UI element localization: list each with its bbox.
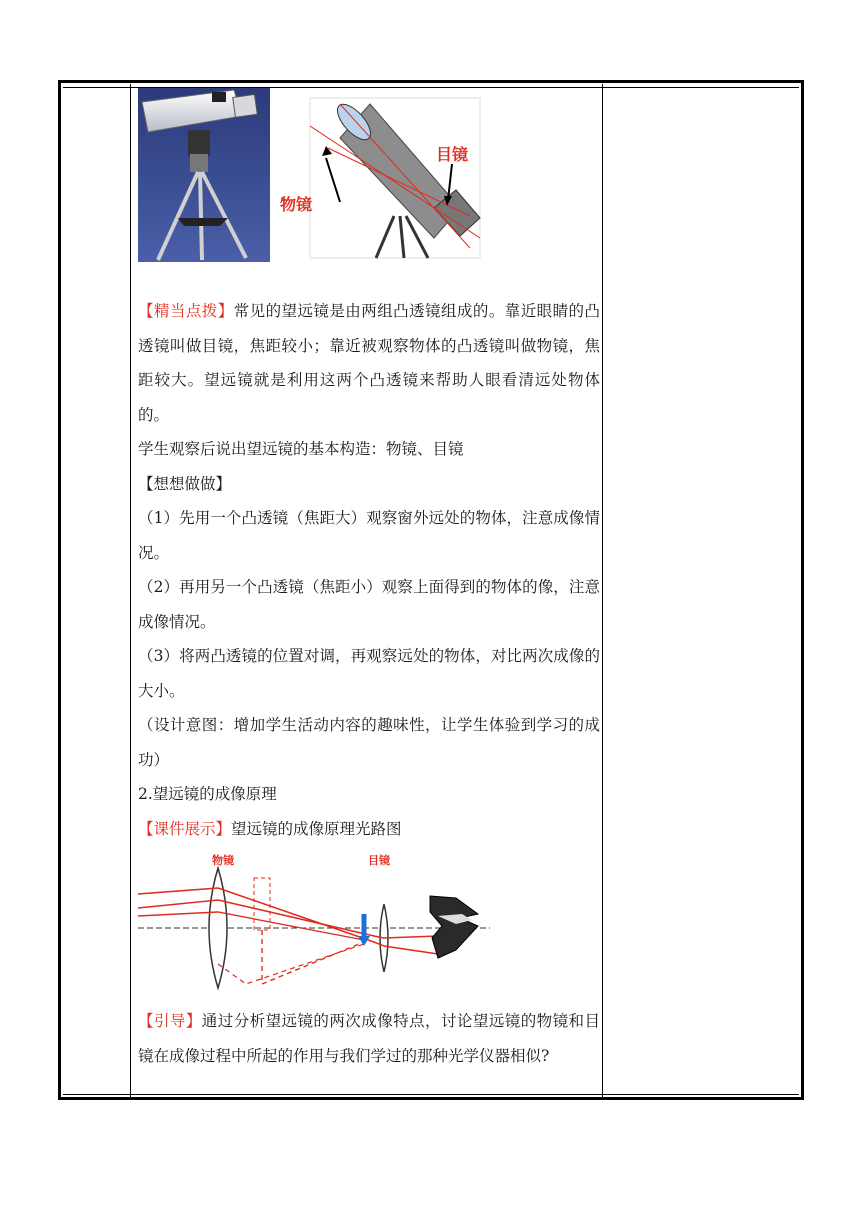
guidance-tag: 【精当点拨】 (138, 302, 234, 320)
telescope-figures (138, 84, 600, 294)
main-content-cell (138, 84, 600, 1073)
paragraph-guide (138, 1004, 600, 1073)
section-heading: 2.望远镜的成像原理 (138, 785, 277, 803)
optics-objective-label: 物镜 (212, 854, 234, 867)
courseware-tag: 【课件展示】 (138, 819, 232, 838)
optical-path-svg (138, 854, 490, 994)
paragraph-guidance (138, 294, 600, 432)
table-column-divider-2 (602, 84, 603, 1098)
paragraph-design-intent: （设计意图：增加学生活动内容的趣味性，让学生体验到学习的成功） (138, 716, 600, 769)
objective-label: 物镜 (280, 195, 313, 214)
optical-path-diagram (138, 854, 600, 1004)
guide-text: 通过分析望远镜的两次成像特点，讨论望远镜的物镜和目镜在成像过程中所起的作用与我们学过的那种光学仪器相似? (138, 1012, 600, 1065)
paragraph-structure: 学生观察后说出望远镜的基本构造：物镜、目镜 (138, 440, 464, 458)
paragraph-courseware (138, 812, 600, 847)
table-column-divider-1 (130, 84, 131, 1098)
eyepiece-label: 目镜 (436, 145, 469, 164)
courseware-text: 望远镜的成像原理光路图 (231, 819, 402, 838)
optics-eyepiece-label: 目镜 (368, 854, 390, 867)
paragraph-activity-heading: 【想想做做】 (138, 474, 232, 493)
telescope-photo (138, 88, 270, 262)
guidance-text: 常见的望远镜是由两组凸透镜组成的。靠近眼睛的凸透镜叫做目镜，焦距较小；靠近被观察物体的凸透镜叫做物镜，焦距较大。望远镜就是利用这两个凸透镜来帮助人眼看清远处物体的。 (138, 302, 600, 424)
telescope-diagram (280, 98, 480, 258)
paragraph-step-2: （2）再用另一个凸透镜（焦距小）观察上面得到的物体的像，注意成像情况。 (138, 578, 600, 631)
guide-tag: 【引导】 (138, 1012, 202, 1030)
paragraph-step-1: （1）先用一个凸透镜（焦距大）观察窗外远处的物体，注意成像情况。 (138, 509, 600, 562)
paragraph-step-3: （3）将两凸透镜的位置对调，再观察远处的物体，对比两次成像的大小。 (138, 647, 600, 700)
